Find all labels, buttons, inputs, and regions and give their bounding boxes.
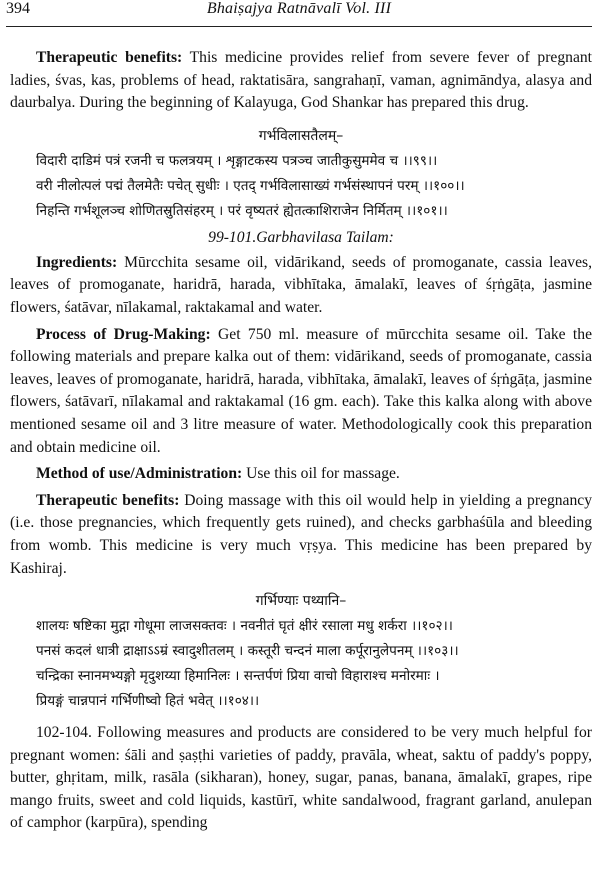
running-title: Bhaiṣajya Ratnāvalī Vol. III [206,0,392,17]
sanskrit-verse: निहन्ति गर्भशूलञ्च शोणितस्रुतिसंहरम् । परं वृष्यतरं ह्येतत्काशिराजेन निर्मितम् ।।१०१।। [36,202,448,219]
paragraph-lead: Process of Drug-Making: [36,325,211,343]
pathya-paragraph [10,722,592,835]
paragraph-text: Mūrcchita sesame oil, vidārikand, seeds of promoganate, cassia leaves, leaves of promoganate, haridrā, harada, vibhītaka, āmalakī, leaves of śṛṅgāṭa, jasmine flowers, śatāvar, nīlakamal, raktakamal and water. [10,253,592,316]
sanskrit-verse: विदारी दाडिमं पत्रं रजनी च फलत्रयम् । शृङ्गाटकस्य पत्रञ्च जातीकुसुममेव च ।।९९।। [36,152,438,169]
sanskrit-heading: गर्भिण्याः पथ्यानि– [255,593,347,610]
header-rule [6,26,592,27]
sanskrit-heading: गर्भविलासतैलम्– [258,127,344,144]
paragraph-text: 102-104. Following measures and products are considered to be very much helpful for pregnant women: śāli and ṣaṣṭhi varieties of paddy, pravāla, wheat, saktu of paddy's poppy, butter, ghṛitam, milk, rasāla (sikharan), honey, sugar, panas, banana, āmalakī, grapes, ripe mango fruits, sweet and cold liquids, kastūrī, white sandalwood, fragrant garland, anulepan of camphor (karpūra), spending [10,724,592,832]
therapeutic-benefits-paragraph [10,47,592,115]
paragraph-text: Get 750 ml. measure of mūrcchita sesame oil. Take the following materials and prepare kalka out of them: vidārikand, seeds of promoganate, cassia leaves, leaves of promoganate, haridrā, harada, vibhītaka, āmalakī, leaves of śṛṅgāṭa, jasmine flowers, śatāvarī, nīlakamal and raktakamal (16 gm. each). Take this kalka along with above mentioned sesame oil and 3 litre measure of water. Methodologically cook this preparation and obtain medicine oil. [10,325,592,456]
paragraph-text: Use this oil for massage. [242,465,400,483]
ingredients-paragraph [10,252,592,320]
page-number: 394 [6,0,30,17]
paragraph-lead: Method of use/Administration: [36,465,243,483]
page-body [6,47,592,835]
method-paragraph [10,463,592,486]
paragraph-lead: Ingredients: [36,253,118,271]
benefits-paragraph [10,490,592,580]
paragraph-text: This medicine provides relief from severe fever of pregnant ladies, śvas, kas, problems of head, raktatisāra, sangrahaṇī, vaman, agnimāndya, alasya and daurbalya. During the beginning of Kalayuga, God Shankar has prepared this drug. [10,49,592,112]
paragraph-lead: Therapeutic benefits: [36,49,183,66]
paragraph-text: Doing massage with this oil would help in yielding a pregnancy (i.e. those pregnancies, which frequently gets ruined), and checks garbhaśūla and bleeding from womb. This medicine is very much vṛṣya. This medicine has been prepared by Kashiraj. [10,491,592,577]
sanskrit-verse: वरी नीलोत्पलं पद्मं तैलमेतैः पचेत् सुधीः । एतद् गर्भविलासाख्यं गर्भसंस्थापनं परम् ।।१००।। [36,177,465,194]
sanskrit-verse: चन्द्रिका स्नानमभ्यङ्गो मृदुशय्या हिमानिलः । सन्तर्पणं प्रिया वाचो विहाराश्च मनोरमाः । [36,668,440,685]
sanskrit-verse: प्रियङ्गं चान्नपानं गर्भिणीष्वो हितं भवेत् ।।१०४।। [36,693,260,710]
page-header [6,0,592,24]
sanskrit-verse: शालयः षष्टिका मुद्गा गोधूमा लाजसक्तवः । नवनीतं घृतं क्षीरं रसाला मधु शर्करा ।।१०२।। [36,618,453,635]
sanskrit-verse: पनसं कदलं धात्री द्राक्षाऽऽम्रं स्वादुशीतलम् । कस्तूरी चन्दनं माला कर्पूरानुलेपनम् ।।१०३।। [36,643,459,660]
paragraph-lead: Therapeutic benefits: [36,491,180,509]
section-subtitle: 99-101.Garbhavilasa Tailam: [208,228,394,246]
process-paragraph [10,324,592,460]
